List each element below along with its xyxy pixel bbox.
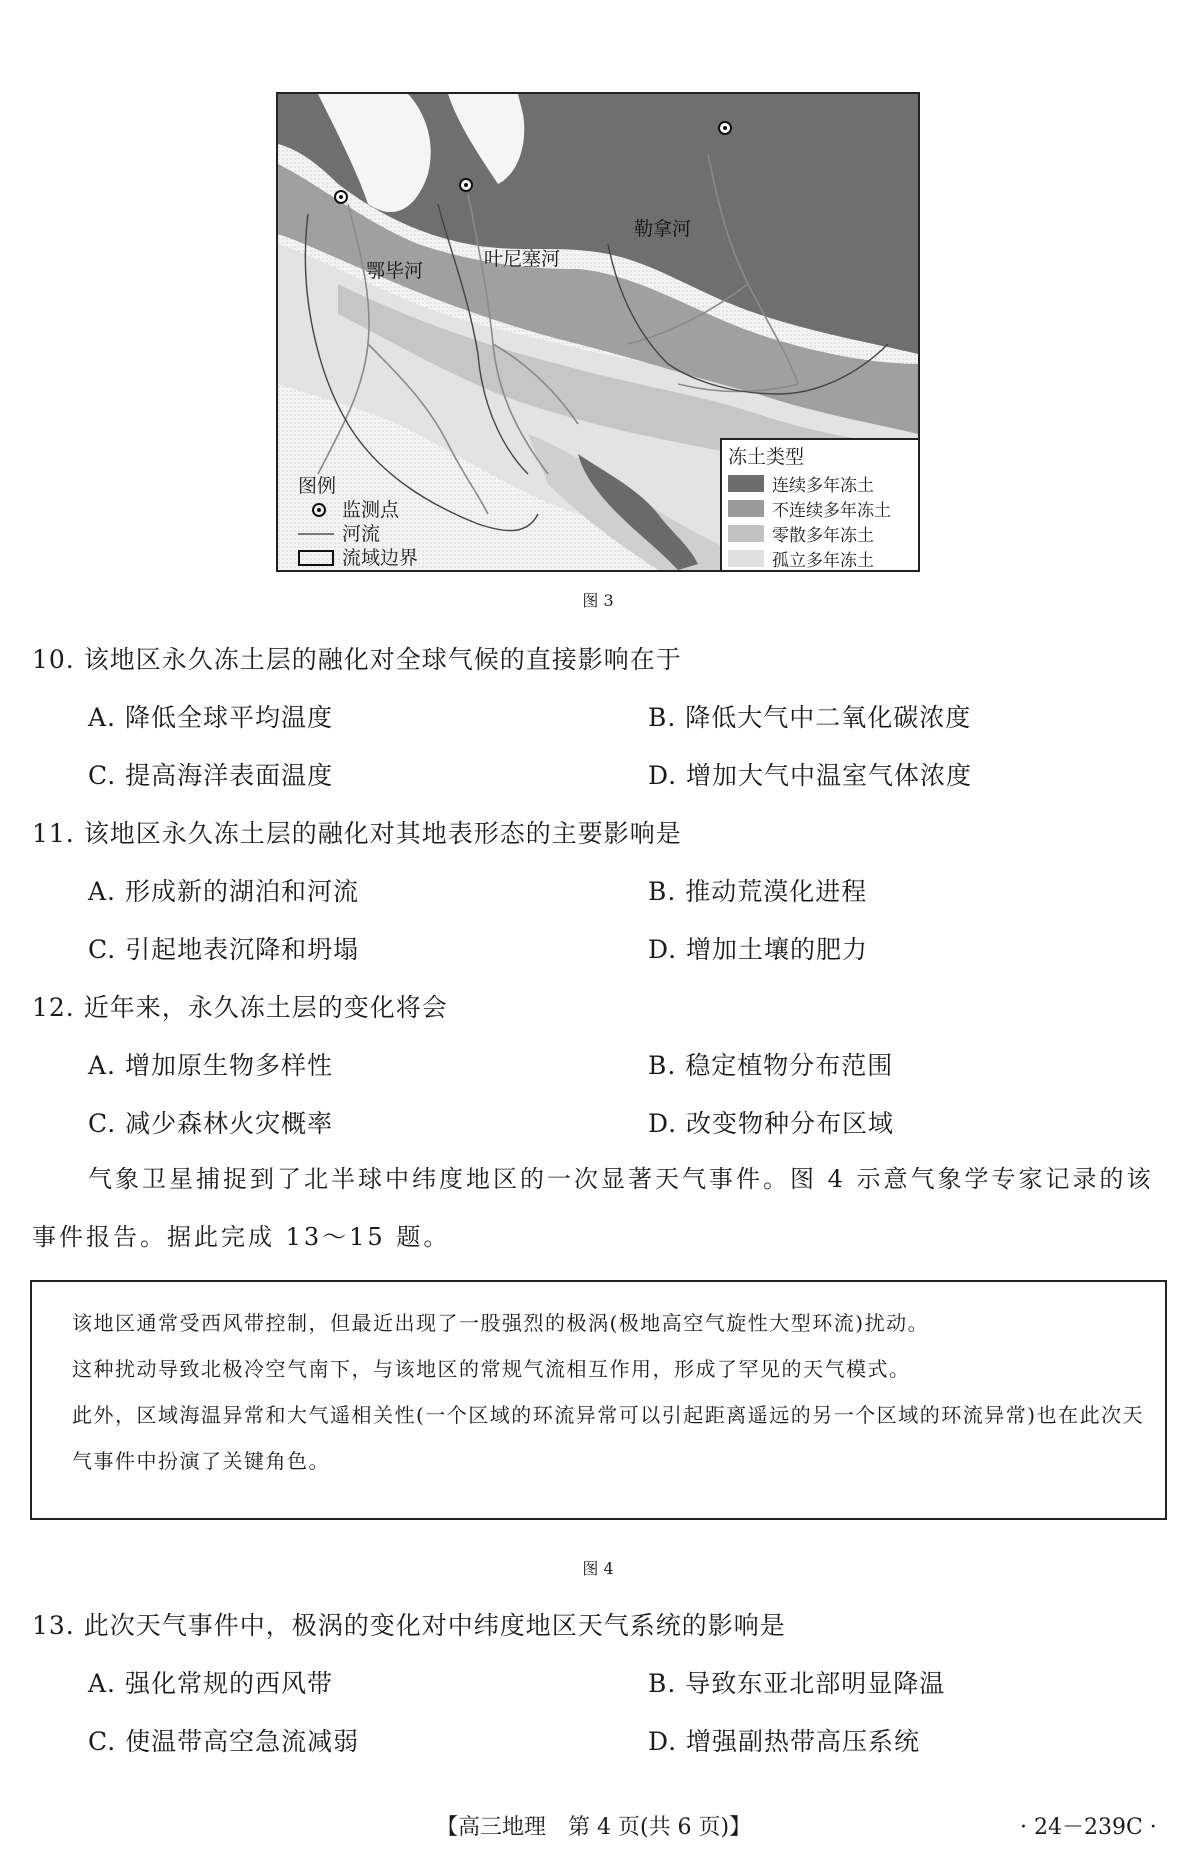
question-12-option-c: C. 减少森林火灾概率	[88, 1109, 334, 1138]
report-line-1: 该地区通常受西风带控制，但最近出现了一股强烈的极涡(极地高空气旋性大型环流)扰动。	[72, 1311, 930, 1335]
intro-paragraph	[32, 1150, 1172, 1266]
question-12-stem: 12. 近年来，永久冻土层的变化将会	[32, 993, 448, 1022]
continuous-swatch	[728, 475, 764, 492]
question-11-stem: 11. 该地区永久冻土层的融化对其地表形态的主要影响是	[32, 819, 682, 848]
question-12-option-b: B. 稳定植物分布范围	[648, 1051, 894, 1080]
map-legend-symbols	[298, 474, 418, 570]
question-11-option-d: D. 增加土壤的肥力	[648, 935, 869, 964]
question-10-option-b: B. 降低大气中二氧化碳浓度	[648, 703, 972, 732]
river-line-icon	[298, 533, 334, 535]
page-footer: 【高三地理 第 4 页(共 6 页)】	[436, 1815, 752, 1840]
report-line-3: 此外，区域海温异常和大气遥相关性(一个区域的环流异常可以引起距离遥远的另一个区域的环流异常)也在此次天气事件中扮演了关键角色。	[72, 1403, 1145, 1473]
intro-text: 气象卫星捕捉到了北半球中纬度地区的一次显著天气事件。图 4 示意气象学专家记录的该事件报告。据此完成 13～15 题。	[32, 1165, 1154, 1251]
question-13-option-a: A. 强化常规的西风带	[88, 1669, 333, 1698]
question-10-option-a: A. 降低全球平均温度	[88, 703, 333, 732]
monitoring-point-ob	[334, 190, 348, 204]
legend-item-isolated: 孤立多年冻土	[772, 551, 874, 571]
boundary-box-icon	[298, 550, 334, 566]
question-12-option-a: A. 增加原生物多样性	[88, 1051, 333, 1080]
monitoring-point-yenisei	[459, 178, 473, 192]
legend-monitoring-label: 监测点	[342, 499, 400, 521]
legend-item-discontinuous: 不连续多年冻土	[772, 501, 891, 521]
monitoring-point-lena	[718, 121, 732, 135]
figure3-caption: 图 3	[582, 591, 614, 610]
legend-item-continuous: 连续多年冻土	[772, 476, 874, 496]
legend-river-label: 河流	[342, 523, 381, 545]
question-11-option-a: A. 形成新的湖泊和河流	[88, 877, 359, 906]
isolated-swatch	[728, 550, 764, 567]
monitoring-point-icon	[312, 503, 326, 517]
legend-item-sporadic: 零散多年冻土	[772, 526, 874, 546]
legend-title: 图例	[298, 475, 337, 497]
permafrost-legend-title: 冻土类型	[728, 446, 805, 468]
question-13-stem: 13. 此次天气事件中，极涡的变化对中纬度地区天气系统的影响是	[32, 1611, 786, 1640]
ob-river-label: 鄂毕河	[366, 260, 424, 282]
exam-code: · 24－239C ·	[1020, 1815, 1157, 1840]
legend-boundary-label: 流域边界	[342, 547, 419, 569]
weather-event-report	[30, 1280, 1167, 1520]
question-10-option-c: C. 提高海洋表面温度	[88, 761, 334, 790]
question-13-option-d: D. 增强副热带高压系统	[648, 1727, 921, 1756]
report-line-2: 这种扰动导致北极冷空气南下，与该地区的常规气流相互作用，形成了罕见的天气模式。	[72, 1357, 911, 1381]
permafrost-type-legend	[720, 438, 918, 570]
question-11-option-b: B. 推动荒漠化进程	[648, 877, 868, 906]
question-13-option-b: B. 导致东亚北部明显降温	[648, 1669, 946, 1698]
lena-river-label: 勒拿河	[634, 218, 692, 240]
sporadic-swatch	[728, 525, 764, 542]
question-10-stem: 10. 该地区永久冻土层的融化对全球气候的直接影响在于	[32, 645, 682, 674]
question-11-option-c: C. 引起地表沉降和坍塌	[88, 935, 360, 964]
yenisei-river-label: 叶尼塞河	[484, 248, 561, 270]
question-12-option-d: D. 改变物种分布区域	[648, 1109, 895, 1138]
permafrost-map	[276, 92, 920, 572]
figure4-caption: 图 4	[582, 1559, 614, 1578]
question-13-option-c: C. 使温带高空急流减弱	[88, 1727, 360, 1756]
question-10-option-d: D. 增加大气中温室气体浓度	[648, 761, 973, 790]
discontinuous-swatch	[728, 500, 764, 517]
